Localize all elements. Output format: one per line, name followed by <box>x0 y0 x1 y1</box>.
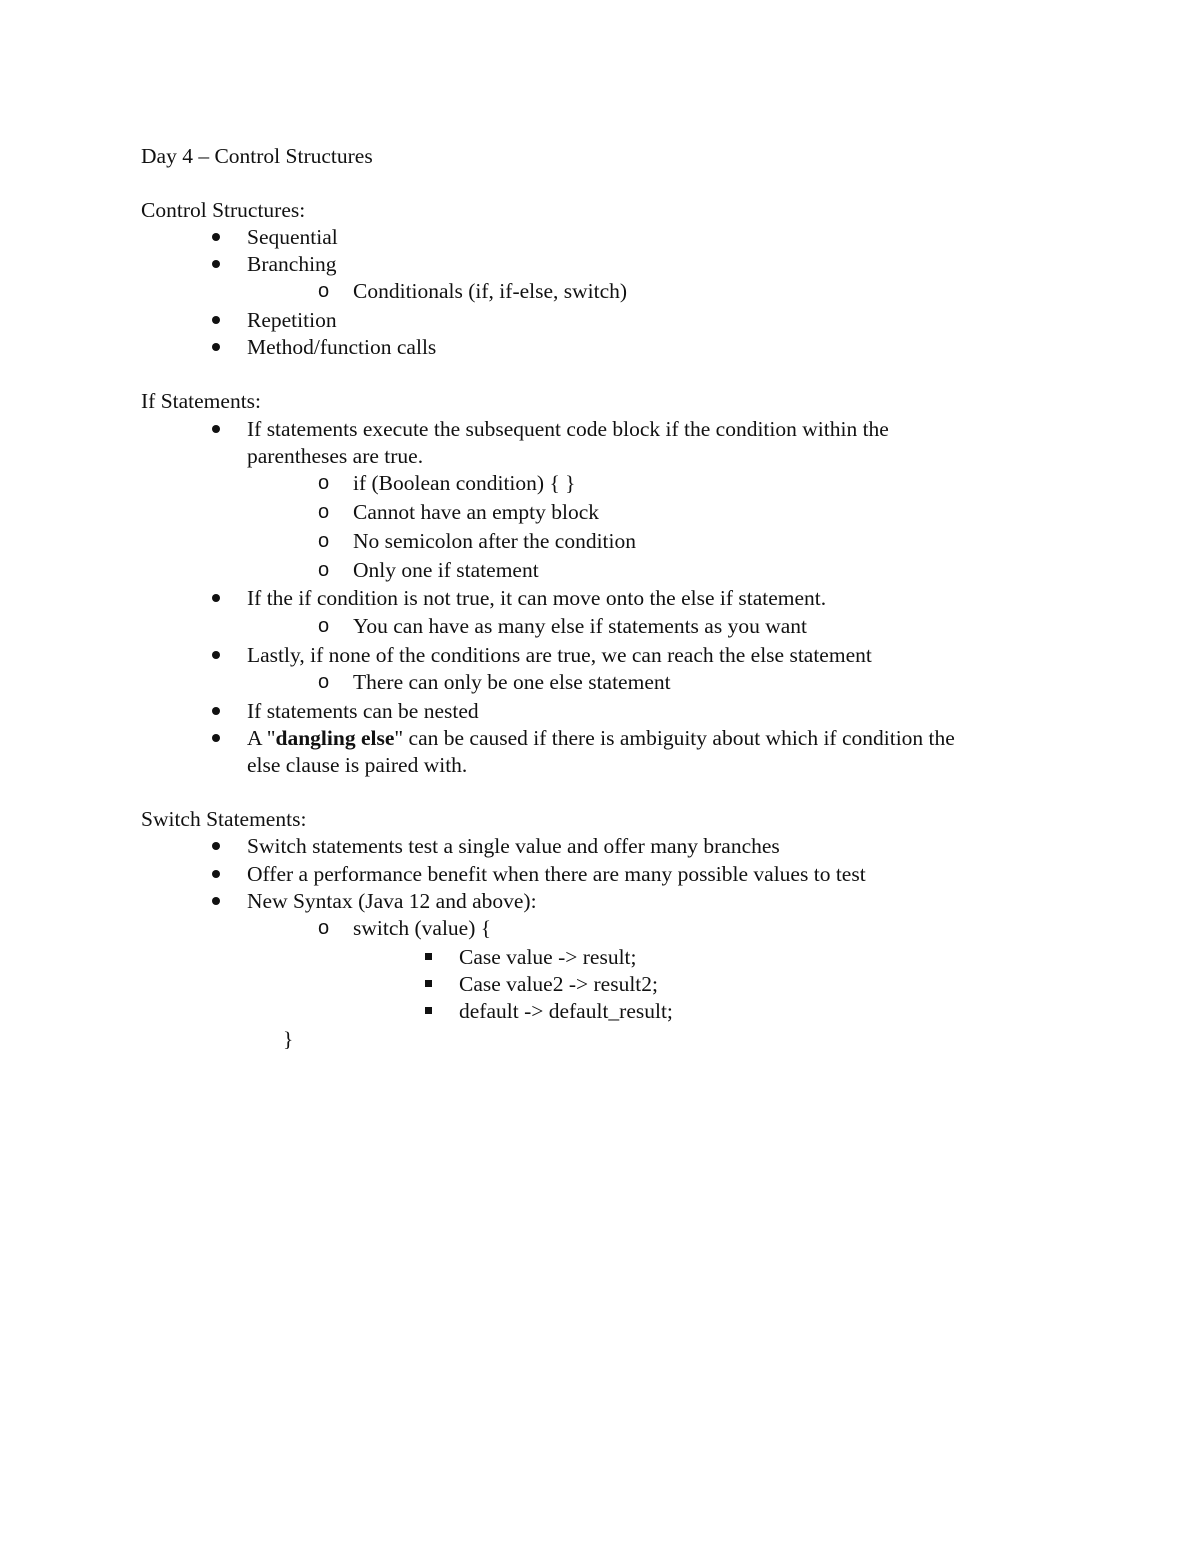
square-bullet-icon <box>425 953 432 960</box>
sub-list-item: You can have as many else if statements as you want <box>353 614 807 638</box>
list-item-continuation: parentheses are true. <box>247 444 424 468</box>
sub-sub-list-item: default -> default_result; <box>459 999 673 1023</box>
circle-bullet-icon: o <box>318 671 330 693</box>
bullet-icon <box>212 651 220 659</box>
list-item: If statements can be nested <box>247 699 479 723</box>
bullet-icon <box>212 734 220 742</box>
list-item: Offer a performance benefit when there are many possible values to test <box>247 862 866 886</box>
list-item: Branching <box>247 252 337 276</box>
square-bullet-icon <box>425 1007 432 1014</box>
circle-bullet-icon: o <box>318 530 330 552</box>
circle-bullet-icon: o <box>318 615 330 637</box>
text-fragment: A " <box>247 726 276 750</box>
bullet-icon <box>212 897 220 905</box>
list-item: Method/function calls <box>247 335 437 359</box>
list-item: If the if condition is not true, it can move onto the else if statement. <box>247 586 827 610</box>
list-item: Sequential <box>247 225 338 249</box>
bullet-icon <box>212 594 220 602</box>
section-heading-if: If Statements: <box>141 389 262 413</box>
section-heading-control: Control Structures: <box>141 198 306 222</box>
sub-list-item: Only one if statement <box>353 558 539 582</box>
bullet-icon <box>212 316 220 324</box>
list-item-continuation: else clause is paired with. <box>247 753 468 777</box>
list-item <box>247 725 955 751</box>
list-item: Switch statements test a single value and offer many branches <box>247 834 780 858</box>
list-item: Repetition <box>247 308 337 332</box>
sub-sub-list-item: Case value -> result; <box>459 945 637 969</box>
circle-bullet-icon: o <box>318 501 330 523</box>
sub-list-item: Conditionals (if, if-else, switch) <box>353 279 628 303</box>
bullet-icon <box>212 343 220 351</box>
square-bullet-icon <box>425 980 432 987</box>
section-heading-switch: Switch Statements: <box>141 807 307 831</box>
sub-list-item: Cannot have an empty block <box>353 500 599 524</box>
list-item: Lastly, if none of the conditions are true, we can reach the else statement <box>247 643 872 667</box>
sub-list-item: if (Boolean condition) { } <box>353 471 576 495</box>
bullet-icon <box>212 870 220 878</box>
list-item: If statements execute the subsequent code block if the condition within the <box>247 417 889 441</box>
bullet-icon <box>212 233 220 241</box>
sub-list-item: switch (value) { <box>353 916 492 940</box>
bullet-icon <box>212 842 220 850</box>
circle-bullet-icon: o <box>318 559 330 581</box>
bullet-icon <box>212 260 220 268</box>
circle-bullet-icon: o <box>318 280 330 302</box>
closing-brace: } <box>283 1027 294 1051</box>
sub-list-item: No semicolon after the condition <box>353 529 637 553</box>
text-fragment: " can be caused if there is ambiguity about which if condition the <box>394 726 955 750</box>
circle-bullet-icon: o <box>318 472 330 494</box>
sub-list-item: There can only be one else statement <box>353 670 671 694</box>
bullet-icon <box>212 707 220 715</box>
list-item: New Syntax (Java 12 and above): <box>247 889 537 913</box>
circle-bullet-icon: o <box>318 917 330 939</box>
sub-sub-list-item: Case value2 -> result2; <box>459 972 659 996</box>
bold-term: dangling else <box>275 726 395 750</box>
page-title: Day 4 – Control Structures <box>141 144 373 168</box>
bullet-icon <box>212 425 220 433</box>
